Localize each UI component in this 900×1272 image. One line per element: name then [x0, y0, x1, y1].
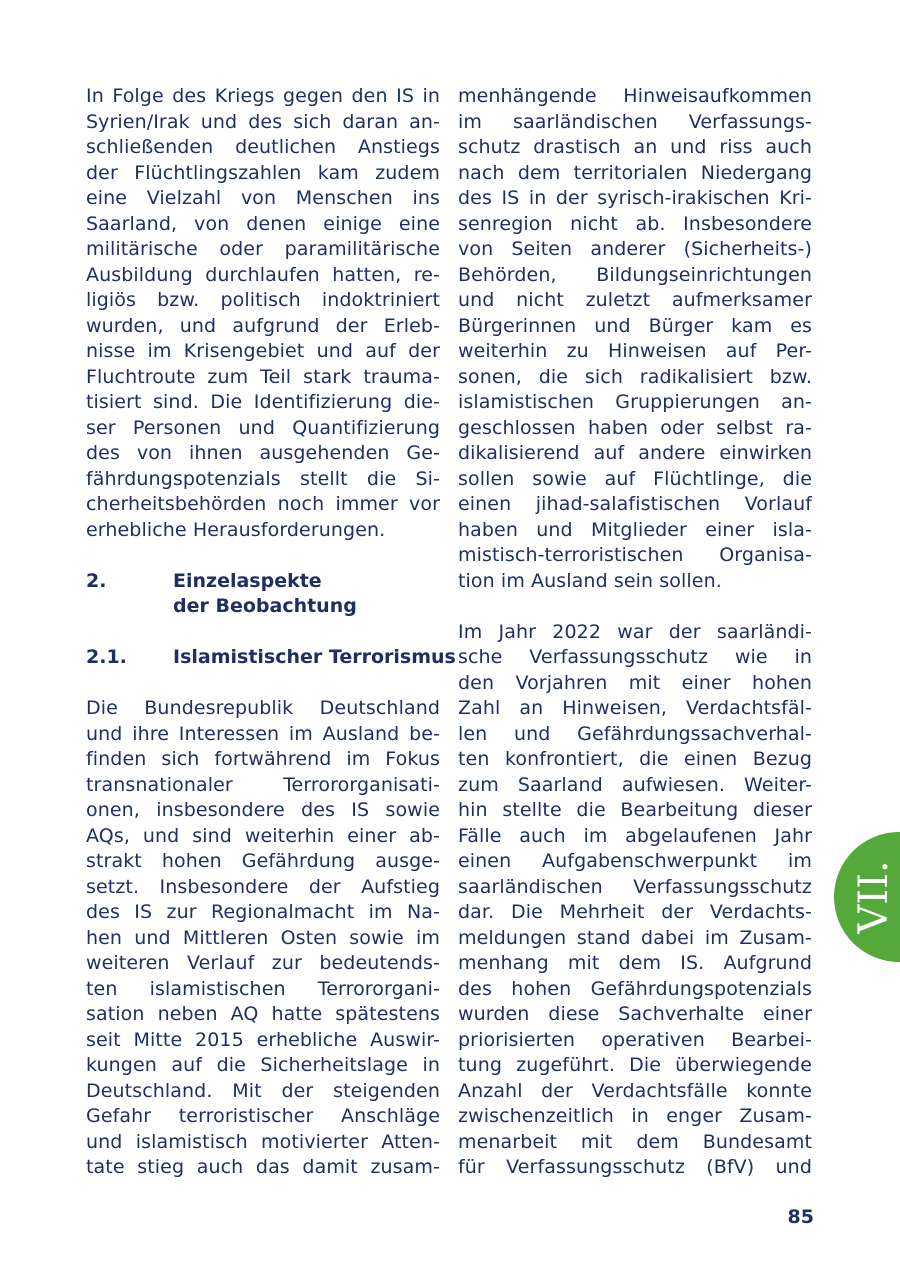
- text-line: dikalisierend auf andere einwirken: [458, 442, 812, 464]
- text-line: ten islamistischen Terrororgani-: [86, 977, 440, 1000]
- text-line: schließenden deutlichen Anstiegs: [86, 136, 440, 158]
- text-line: priorisierten operativen Bearbei-: [458, 1028, 812, 1051]
- intro-paragraph: [86, 84, 440, 543]
- text-line: setzt. Insbesondere der Aufstieg: [86, 875, 440, 898]
- text-line: Behörden, Bildungseinrichtungen: [458, 263, 812, 286]
- text-line: Zahl an Hinweisen, Verdachtsfäl-: [458, 697, 812, 719]
- text-line: sollen sowie auf Flüchtlinge, die: [458, 467, 812, 490]
- text-line: meldungen stand dabei im Zusam-: [458, 926, 812, 949]
- subsection-title: Islamistischer Terrorismus: [173, 646, 456, 668]
- text-line: der Flüchtlingszahlen kam zudem: [86, 161, 440, 184]
- text-line: Deutschland. Mit der steigenden: [86, 1079, 440, 1102]
- text-line: tung zugeführt. Die überwiegende: [458, 1054, 812, 1076]
- text-line: finden sich fortwährend im Fokus: [86, 748, 440, 770]
- text-line: Ausbildung durchlaufen hatten, re-: [86, 263, 440, 286]
- text-line: AQs, und sind weiterhin einer ab-: [86, 824, 440, 847]
- text-line: schutz drastisch an und riss auch: [458, 136, 812, 158]
- text-line: senregion nicht ab. Insbesondere: [458, 212, 812, 235]
- text-line: zum Saarland aufwiesen. Weiter-: [458, 773, 812, 796]
- text-line: Fälle auch im abgelaufenen Jahr: [458, 824, 812, 847]
- text-line: Im Jahr 2022 war der saarländi-: [458, 620, 812, 643]
- text-line: im saarländischen Verfassungs-: [458, 110, 812, 133]
- text-line: und nicht zuletzt aufmerksamer: [458, 289, 812, 311]
- text-line: Syrien/Irak und des sich daran an-: [86, 110, 440, 133]
- text-line: strakt hohen Gefährdung ausge-: [86, 850, 440, 872]
- text-line: In Folge des Kriegs gegen den IS in: [86, 85, 440, 107]
- text-line: Bürgerinnen und Bürger kam es: [458, 314, 812, 337]
- text-line: des IS zur Regionalmacht im Na-: [86, 901, 440, 923]
- text-line: des IS in der syrisch-irakischen Kri-: [458, 187, 812, 209]
- text-line: hin stellte die Bearbeitung dieser: [458, 799, 812, 821]
- chapter-label: VII.: [851, 860, 897, 934]
- text-line: tion im Ausland sein sollen.: [458, 569, 722, 592]
- text-line: ser Personen und Quantifizierung: [86, 416, 440, 439]
- text-line: kungen auf die Sicherheitslage in: [86, 1054, 440, 1076]
- text-line: menhängende Hinweisaufkommen: [458, 85, 812, 107]
- text-line: Saarland, von denen einige eine: [86, 212, 440, 235]
- right-column: [458, 84, 812, 1181]
- text-line: menhang mit dem IS. Aufgrund: [458, 952, 812, 974]
- text-line: hen und Mittleren Osten sowie im: [86, 926, 440, 949]
- year-2022-paragraph: [458, 620, 812, 1181]
- text-line: transnationaler Terrororganisati-: [86, 773, 440, 796]
- section-title-line-2: der Beobachtung: [173, 595, 357, 617]
- text-line: nisse im Krisengebiet und auf der: [86, 340, 440, 362]
- text-line: eine Vielzahl von Menschen ins: [86, 187, 440, 209]
- left-column: [86, 84, 456, 1181]
- text-line: tisiert sind. Die Identifizierung die-: [86, 391, 440, 413]
- text-line: nach dem territorialen Niedergang: [458, 161, 812, 184]
- text-line: Anzahl der Verdachtsfälle konnte: [458, 1079, 812, 1102]
- text-line: den Vorjahren mit einer hohen: [458, 671, 812, 694]
- text-line: geschlossen haben oder selbst ra-: [458, 416, 812, 439]
- text-line: seit Mitte 2015 erhebliche Auswir-: [86, 1028, 440, 1051]
- text-line: sonen, die sich radikalisiert bzw.: [458, 365, 812, 388]
- text-line: haben und Mitglieder einer isla-: [458, 518, 812, 541]
- text-line: von Seiten anderer (Sicherheits-): [458, 238, 812, 260]
- text-line: fährdungspotenzials stellt die Si-: [86, 467, 440, 490]
- text-line: weiterhin zu Hinweisen auf Per-: [458, 340, 812, 362]
- section-number: 2.: [86, 569, 107, 592]
- text-line: sation neben AQ hatte spätestens: [86, 1003, 440, 1025]
- text-line: weiteren Verlauf zur bedeutends-: [86, 952, 440, 974]
- text-line: len und Gefährdungssachverhal-: [458, 722, 812, 745]
- text-line: wurden, und aufgrund der Erleb-: [86, 314, 440, 337]
- text-line: tate stieg auch das damit zusam-: [86, 1156, 440, 1178]
- text-line: des hohen Gefährdungspotenzials: [458, 977, 812, 1000]
- subsection-number: 2.1.: [86, 646, 127, 668]
- text-line: einen Aufgabenschwerpunkt im: [458, 850, 812, 872]
- section-heading-2: [86, 569, 440, 620]
- text-line: des von ihnen ausgehenden Ge-: [86, 442, 440, 464]
- text-line: sche Verfassungsschutz wie in: [458, 646, 812, 668]
- text-line: und ihre Interessen im Ausland be-: [86, 722, 440, 745]
- text-line: onen, insbesondere des IS sowie: [86, 799, 440, 821]
- text-line: ten konfrontiert, die einen Bezug: [458, 748, 812, 770]
- section-title-line-1: Einzelaspekte: [173, 569, 322, 592]
- text-line: und islamistisch motivierter Atten-: [86, 1130, 440, 1153]
- text-line: saarländischen Verfassungsschutz: [458, 875, 812, 898]
- text-line: zwischenzeitlich in enger Zusam-: [458, 1105, 812, 1127]
- text-line: erhebliche Herausforderungen.: [86, 518, 386, 541]
- text-line: militärische oder paramilitärische: [86, 238, 440, 260]
- terrorism-paragraph: [86, 696, 440, 1181]
- page-number: 85: [787, 1206, 814, 1228]
- text-line: Gefahr terroristischer Anschläge: [86, 1105, 440, 1127]
- chapter-tab: [834, 832, 900, 962]
- text-line: mistisch-terroristischen Organisa-: [458, 544, 812, 566]
- text-line: Die Bundesrepublik Deutschland: [86, 697, 440, 719]
- text-line: Fluchtroute zum Teil stark trauma-: [86, 365, 440, 388]
- text-line: einen jihad-salafistischen Vorlauf: [458, 493, 812, 515]
- text-line: dar. Die Mehrheit der Verdachts-: [458, 901, 812, 923]
- text-line: ligiös bzw. politisch indoktriniert: [86, 289, 440, 311]
- section-heading-2-1: [86, 645, 456, 671]
- text-line: menarbeit mit dem Bundesamt: [458, 1130, 812, 1153]
- text-line: cherheitsbehörden noch immer vor: [86, 493, 440, 515]
- text-line: wurden diese Sachverhalte einer: [458, 1003, 812, 1025]
- continuation-paragraph: [458, 84, 812, 594]
- text-line: für Verfassungsschutz (BfV) und: [458, 1156, 812, 1178]
- text-line: islamistischen Gruppierungen an-: [458, 391, 812, 413]
